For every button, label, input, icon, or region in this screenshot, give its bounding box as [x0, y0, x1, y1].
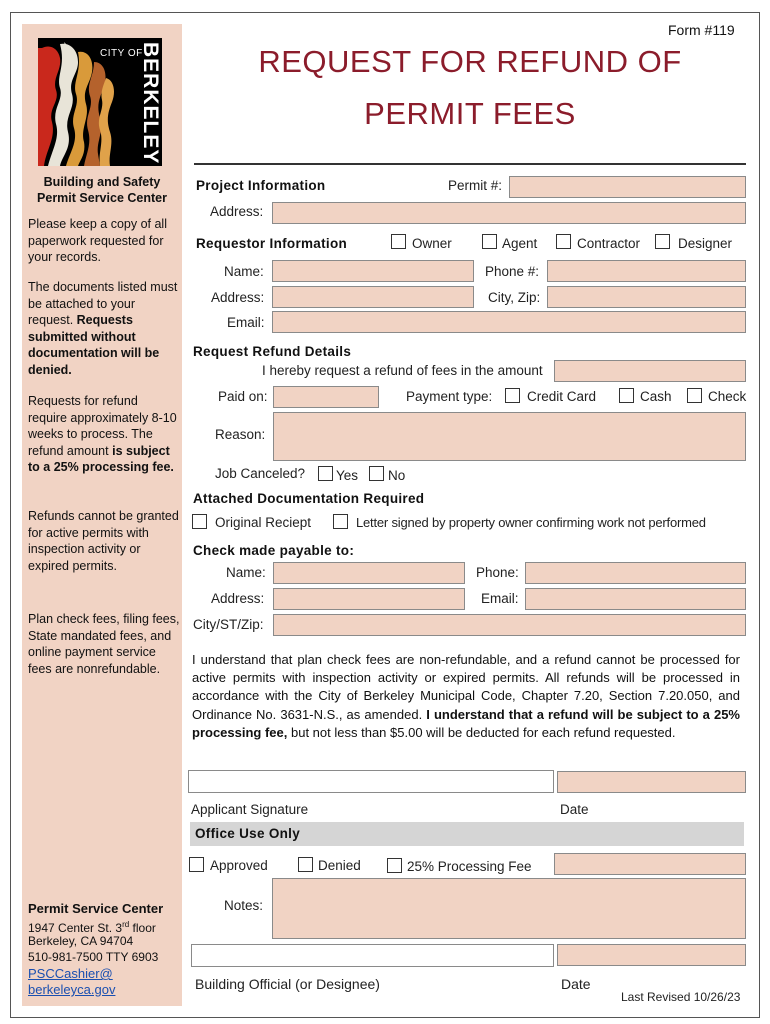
city-logo: [38, 38, 162, 166]
requestor-phone-field[interactable]: [547, 260, 746, 282]
form-number: Form #119: [668, 22, 735, 38]
requestor-cityzip-label: City, Zip:: [488, 290, 541, 305]
job-canceled-no-checkbox[interactable]: [369, 466, 384, 481]
requestor-name-label: Name:: [224, 264, 264, 279]
payable-heading: Check made payable to:: [193, 543, 355, 558]
check-label: Check: [708, 389, 747, 404]
attached-docs-heading: Attached Documentation Required: [193, 491, 425, 506]
cash-checkbox[interactable]: [619, 388, 634, 403]
designer-label: Designer: [678, 236, 733, 251]
job-canceled-no-label: No: [388, 468, 406, 483]
title-line1: REQUEST FOR REFUND OF: [258, 44, 682, 79]
credit-card-label: Credit Card: [527, 389, 597, 404]
title-line2: PERMIT FEES: [364, 96, 576, 131]
notes-label: Notes:: [224, 898, 264, 913]
requestor-phone-label: Phone #:: [485, 264, 540, 279]
sidebar-paragraph-5: Plan check fees, filing fees, State mandated fees, and online payment service fees are nonrefundable.: [28, 612, 180, 676]
dept-line1: Building and Safety: [43, 175, 161, 189]
reason-field[interactable]: [273, 412, 746, 461]
payable-name-label: Name:: [226, 565, 266, 580]
statement-bold: I understand that a refund will be subject to a 25% processing fee,: [192, 706, 740, 740]
official-date-field[interactable]: [557, 944, 746, 966]
statement-part2: but not less than $5.00 will be deducted for each refund requested.: [291, 724, 676, 740]
contact-address-street: 1947 Center St. 3: [28, 921, 123, 935]
payable-phone-field[interactable]: [525, 562, 746, 584]
job-canceled-label: Job Canceled?: [215, 466, 306, 481]
denied-checkbox[interactable]: [298, 857, 313, 872]
logo-city-of: CITY OF: [100, 48, 143, 59]
official-signature-label: Building Official (or Designee): [195, 976, 380, 992]
sidebar-paragraph-2: [28, 279, 180, 378]
owner-letter-label: Letter signed by property owner confirming work not performed: [356, 515, 706, 530]
payable-name-field[interactable]: [273, 562, 465, 584]
job-canceled-yes-checkbox[interactable]: [318, 466, 333, 481]
official-date-label: Date: [561, 976, 591, 992]
requestor-cityzip-field[interactable]: [547, 286, 746, 308]
applicant-date-field[interactable]: [557, 771, 746, 793]
sidebar-paragraph-1: Please keep a copy of all paperwork requested for your records.: [28, 217, 167, 264]
requestor-email-label: Email:: [227, 315, 265, 330]
refund-amount-label: I hereby request a refund of fees in the amount: [262, 363, 543, 378]
owner-letter-checkbox[interactable]: [333, 514, 348, 529]
office-use-heading: Office Use Only: [195, 826, 301, 841]
job-canceled-yes-label: Yes: [336, 468, 359, 483]
credit-card-checkbox[interactable]: [505, 388, 520, 403]
owner-label: Owner: [412, 236, 452, 251]
owner-checkbox[interactable]: [391, 234, 406, 249]
reason-label: Reason:: [215, 427, 266, 442]
requestor-address-label: Address:: [211, 290, 265, 305]
payable-cityst-field[interactable]: [273, 614, 746, 636]
statement-part1: I understand that plan check fees are non-refundable, and a refund cannot be processed for active permits with inspection activity or expired permits. All refunds will be processed in accordance with the City of Berkeley Municipal Code, Chapter 7.20, Section 7.20.050, and Ordinance No. 3631-N.S., as amended.: [192, 652, 740, 722]
agent-label: Agent: [502, 236, 538, 251]
original-receipt-checkbox[interactable]: [192, 514, 207, 529]
designer-checkbox[interactable]: [655, 234, 670, 249]
permit-number-field[interactable]: [509, 176, 746, 198]
last-revised: Last Revised 10/26/23: [621, 990, 741, 1004]
contractor-checkbox[interactable]: [556, 234, 571, 249]
paid-on-label: Paid on:: [218, 389, 268, 404]
notes-field[interactable]: [272, 878, 746, 939]
processing-fee-label: 25% Processing Fee: [407, 859, 532, 874]
permit-label: Permit #:: [448, 178, 503, 193]
official-signature-field[interactable]: [191, 944, 554, 967]
title-divider: [194, 163, 746, 165]
refund-details-heading: Request Refund Details: [193, 344, 352, 359]
contact-email-line2[interactable]: berkeleyca.gov: [28, 982, 116, 997]
applicant-date-label: Date: [560, 802, 589, 817]
refund-statement: [192, 651, 740, 742]
contact-address-sup: rd: [122, 920, 130, 929]
approved-label: Approved: [210, 858, 268, 873]
original-receipt-label: Original Reciept: [215, 515, 312, 530]
payable-cityst-label: City/ST/Zip:: [193, 617, 264, 632]
processing-fee-field[interactable]: [554, 853, 746, 875]
payment-type-label: Payment type:: [406, 389, 493, 404]
dept-line2: Permit Service Center: [37, 191, 167, 205]
logo-berkeley: BERKELEY: [139, 42, 162, 165]
denied-label: Denied: [318, 858, 361, 873]
sidebar-p2-normal: The documents listed must be attached to your request.: [28, 280, 178, 327]
processing-fee-checkbox[interactable]: [387, 858, 402, 873]
payable-phone-label: Phone:: [476, 565, 519, 580]
sidebar-p2-bold: Requests submitted without documentation will be denied.: [28, 313, 160, 377]
project-address-field[interactable]: [272, 202, 746, 224]
contact-address-floor: floor: [129, 921, 156, 935]
project-address-label: Address:: [210, 204, 264, 219]
paid-on-field[interactable]: [273, 386, 379, 408]
approved-checkbox[interactable]: [189, 857, 204, 872]
contact-phone: 510-981-7500 TTY 6903: [28, 950, 159, 964]
sidebar-paragraph-4: Refunds cannot be granted for active permits with inspection activity or expired permits.: [28, 509, 179, 573]
contact-city: Berkeley, CA 94704: [28, 934, 134, 948]
payable-email-field[interactable]: [525, 588, 746, 610]
agent-checkbox[interactable]: [482, 234, 497, 249]
contact-email-line1[interactable]: PSCCashier@: [28, 966, 113, 981]
requestor-name-field[interactable]: [272, 260, 474, 282]
payable-address-field[interactable]: [273, 588, 465, 610]
project-info-heading: Project Information: [196, 178, 326, 193]
refund-amount-field[interactable]: [554, 360, 746, 382]
sidebar-p3-normal: Requests for refund require approximately 8-10 weeks to process. The refund amount: [28, 394, 177, 458]
sidebar-p3-bold: is subject to a 25% processing fee.: [28, 443, 174, 474]
payable-email-label: Email:: [481, 591, 519, 606]
sidebar-paragraph-3: [28, 393, 180, 476]
applicant-signature-label: Applicant Signature: [191, 802, 309, 817]
contractor-label: Contractor: [577, 236, 641, 251]
contact-title: Permit Service Center: [28, 901, 164, 916]
payable-address-label: Address:: [211, 591, 265, 606]
cash-label: Cash: [640, 389, 672, 404]
applicant-signature-field[interactable]: [188, 770, 554, 793]
check-checkbox[interactable]: [687, 388, 702, 403]
requestor-address-field[interactable]: [272, 286, 474, 308]
requestor-info-heading: Requestor Information: [196, 236, 348, 251]
requestor-email-field[interactable]: [272, 311, 746, 333]
